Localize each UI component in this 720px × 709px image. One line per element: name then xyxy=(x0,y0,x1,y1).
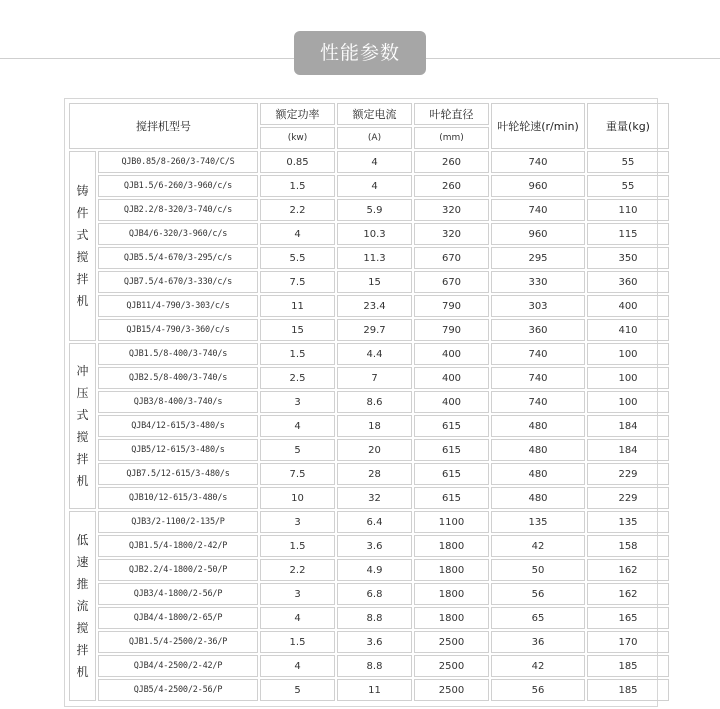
cell-speed: 36 xyxy=(491,631,585,653)
cell-weight: 184 xyxy=(587,415,669,437)
cell-diameter: 1800 xyxy=(414,583,489,605)
cell-weight: 360 xyxy=(587,271,669,293)
cell-speed: 50 xyxy=(491,559,585,581)
table-row xyxy=(69,175,669,197)
header-model: 搅拌机型号 xyxy=(69,103,258,149)
cell-weight: 229 xyxy=(587,487,669,509)
cell-weight: 410 xyxy=(587,319,669,341)
cell-current: 4 xyxy=(337,175,412,197)
cell-current: 8.8 xyxy=(337,607,412,629)
table-row xyxy=(69,223,669,245)
cell-current: 5.9 xyxy=(337,199,412,221)
group-label-char: 冲 xyxy=(76,364,89,378)
cell-current: 4 xyxy=(337,151,412,173)
cell-speed: 65 xyxy=(491,607,585,629)
cell-current: 28 xyxy=(337,463,412,485)
group-label-char: 拌 xyxy=(76,643,89,657)
group-label-char: 推 xyxy=(76,577,89,591)
cell-speed: 740 xyxy=(491,343,585,365)
cell-weight: 55 xyxy=(587,151,669,173)
cell-model: QJB1.5/4-2500/2-36/P xyxy=(98,631,258,653)
group-label-char: 拌 xyxy=(76,272,89,286)
group-label-char: 搅 xyxy=(76,621,89,635)
cell-speed: 480 xyxy=(491,439,585,461)
header-power: 额定功率 xyxy=(260,103,335,125)
cell-speed: 135 xyxy=(491,511,585,533)
cell-power: 1.5 xyxy=(260,175,335,197)
cell-diameter: 670 xyxy=(414,247,489,269)
cell-diameter: 790 xyxy=(414,295,489,317)
cell-weight: 229 xyxy=(587,463,669,485)
group-label-char: 流 xyxy=(76,599,89,613)
cell-current: 15 xyxy=(337,271,412,293)
table-row xyxy=(69,247,669,269)
cell-current: 23.4 xyxy=(337,295,412,317)
group-label-char: 搅 xyxy=(76,250,89,264)
cell-speed: 480 xyxy=(491,463,585,485)
cell-power: 5.5 xyxy=(260,247,335,269)
cell-model: QJB15/4-790/3-360/c/s xyxy=(98,319,258,341)
cell-diameter: 670 xyxy=(414,271,489,293)
cell-model: QJB3/2-1100/2-135/P xyxy=(98,511,258,533)
cell-power: 4 xyxy=(260,223,335,245)
cell-diameter: 320 xyxy=(414,223,489,245)
cell-current: 29.7 xyxy=(337,319,412,341)
group-label-char: 式 xyxy=(76,408,89,422)
table-row xyxy=(69,439,669,461)
cell-power: 7.5 xyxy=(260,463,335,485)
cell-power: 2.5 xyxy=(260,367,335,389)
cell-current: 3.6 xyxy=(337,631,412,653)
header-current: 额定电流 xyxy=(337,103,412,125)
cell-diameter: 615 xyxy=(414,463,489,485)
cell-power: 11 xyxy=(260,295,335,317)
table-row xyxy=(69,367,669,389)
table-body xyxy=(69,151,669,701)
cell-current: 4.9 xyxy=(337,559,412,581)
cell-power: 1.5 xyxy=(260,631,335,653)
table-header-row xyxy=(69,103,669,125)
cell-diameter: 2500 xyxy=(414,655,489,677)
cell-diameter: 1100 xyxy=(414,511,489,533)
table-row xyxy=(69,271,669,293)
cell-model: QJB3/4-1800/2-56/P xyxy=(98,583,258,605)
cell-current: 4.4 xyxy=(337,343,412,365)
cell-weight: 100 xyxy=(587,343,669,365)
header-current-unit: (A) xyxy=(337,127,412,149)
cell-diameter: 260 xyxy=(414,175,489,197)
cell-current: 7 xyxy=(337,367,412,389)
cell-speed: 740 xyxy=(491,367,585,389)
table-row xyxy=(69,415,669,437)
group-label-char: 拌 xyxy=(76,452,89,466)
cell-weight: 350 xyxy=(587,247,669,269)
cell-weight: 400 xyxy=(587,295,669,317)
cell-diameter: 320 xyxy=(414,199,489,221)
cell-speed: 960 xyxy=(491,175,585,197)
cell-model: QJB4/4-2500/2-42/P xyxy=(98,655,258,677)
table-row xyxy=(69,319,669,341)
group-label xyxy=(69,343,96,509)
cell-speed: 42 xyxy=(491,535,585,557)
group-label-char: 机 xyxy=(76,665,89,679)
cell-diameter: 615 xyxy=(414,415,489,437)
group-label-char: 压 xyxy=(76,386,89,400)
cell-speed: 360 xyxy=(491,319,585,341)
cell-weight: 162 xyxy=(587,583,669,605)
cell-speed: 480 xyxy=(491,415,585,437)
cell-diameter: 400 xyxy=(414,391,489,413)
cell-current: 11.3 xyxy=(337,247,412,269)
cell-diameter: 400 xyxy=(414,343,489,365)
cell-weight: 170 xyxy=(587,631,669,653)
cell-power: 5 xyxy=(260,679,335,701)
cell-power: 2.2 xyxy=(260,559,335,581)
table-row xyxy=(69,559,669,581)
cell-speed: 740 xyxy=(491,199,585,221)
group-label-char: 件 xyxy=(76,206,89,220)
table-row xyxy=(69,343,669,365)
cell-model: QJB4/4-1800/2-65/P xyxy=(98,607,258,629)
cell-power: 15 xyxy=(260,319,335,341)
cell-model: QJB4/12-615/3-480/s xyxy=(98,415,258,437)
cell-power: 3 xyxy=(260,583,335,605)
cell-model: QJB11/4-790/3-303/c/s xyxy=(98,295,258,317)
cell-current: 6.8 xyxy=(337,583,412,605)
cell-weight: 55 xyxy=(587,175,669,197)
cell-power: 4 xyxy=(260,655,335,677)
cell-diameter: 1800 xyxy=(414,607,489,629)
cell-weight: 185 xyxy=(587,655,669,677)
header-weight: 重量(kg) xyxy=(587,103,669,149)
cell-model: QJB5.5/4-670/3-295/c/s xyxy=(98,247,258,269)
cell-current: 32 xyxy=(337,487,412,509)
table-row xyxy=(69,655,669,677)
cell-weight: 115 xyxy=(587,223,669,245)
header-diameter: 叶轮直径 xyxy=(414,103,489,125)
cell-current: 18 xyxy=(337,415,412,437)
cell-model: QJB2.2/4-1800/2-50/P xyxy=(98,559,258,581)
cell-weight: 184 xyxy=(587,439,669,461)
cell-current: 11 xyxy=(337,679,412,701)
header-power-unit: (kw) xyxy=(260,127,335,149)
cell-power: 2.2 xyxy=(260,199,335,221)
group-label-char: 铸 xyxy=(76,184,89,198)
cell-model: QJB4/6-320/3-960/c/s xyxy=(98,223,258,245)
table-row xyxy=(69,151,669,173)
cell-power: 3 xyxy=(260,391,335,413)
cell-diameter: 790 xyxy=(414,319,489,341)
cell-current: 8.6 xyxy=(337,391,412,413)
cell-speed: 740 xyxy=(491,151,585,173)
table-row xyxy=(69,535,669,557)
cell-weight: 110 xyxy=(587,199,669,221)
performance-table xyxy=(67,101,671,703)
cell-weight: 165 xyxy=(587,607,669,629)
group-label-char: 低 xyxy=(76,533,89,547)
cell-current: 10.3 xyxy=(337,223,412,245)
cell-model: QJB10/12-615/3-480/s xyxy=(98,487,258,509)
cell-diameter: 400 xyxy=(414,367,489,389)
group-label-char: 式 xyxy=(76,228,89,242)
cell-speed: 960 xyxy=(491,223,585,245)
group-label-char: 搅 xyxy=(76,430,89,444)
cell-weight: 135 xyxy=(587,511,669,533)
cell-speed: 42 xyxy=(491,655,585,677)
cell-weight: 185 xyxy=(587,679,669,701)
cell-current: 6.4 xyxy=(337,511,412,533)
header-speed: 叶轮轮速(r/min) xyxy=(491,103,585,149)
cell-power: 1.5 xyxy=(260,343,335,365)
cell-diameter: 260 xyxy=(414,151,489,173)
group-label xyxy=(69,511,96,701)
table-row xyxy=(69,679,669,701)
table-row xyxy=(69,607,669,629)
cell-speed: 303 xyxy=(491,295,585,317)
cell-current: 20 xyxy=(337,439,412,461)
cell-model: QJB1.5/4-1800/2-42/P xyxy=(98,535,258,557)
group-label-char: 机 xyxy=(76,294,89,308)
group-label-char: 机 xyxy=(76,474,89,488)
cell-power: 5 xyxy=(260,439,335,461)
cell-model: QJB2.5/8-400/3-740/s xyxy=(98,367,258,389)
cell-model: QJB5/4-2500/2-56/P xyxy=(98,679,258,701)
table-row xyxy=(69,583,669,605)
cell-weight: 162 xyxy=(587,559,669,581)
cell-model: QJB5/12-615/3-480/s xyxy=(98,439,258,461)
cell-model: QJB7.5/12-615/3-480/s xyxy=(98,463,258,485)
cell-diameter: 2500 xyxy=(414,679,489,701)
cell-speed: 480 xyxy=(491,487,585,509)
cell-diameter: 2500 xyxy=(414,631,489,653)
cell-speed: 56 xyxy=(491,583,585,605)
cell-power: 7.5 xyxy=(260,271,335,293)
cell-model: QJB0.85/8-260/3-740/C/S xyxy=(98,151,258,173)
cell-power: 10 xyxy=(260,487,335,509)
cell-model: QJB1.5/6-260/3-960/c/s xyxy=(98,175,258,197)
cell-power: 3 xyxy=(260,511,335,533)
cell-power: 1.5 xyxy=(260,535,335,557)
cell-power: 4 xyxy=(260,415,335,437)
cell-current: 3.6 xyxy=(337,535,412,557)
cell-speed: 740 xyxy=(491,391,585,413)
cell-model: QJB7.5/4-670/3-330/c/s xyxy=(98,271,258,293)
cell-power: 0.85 xyxy=(260,151,335,173)
cell-model: QJB2.2/8-320/3-740/c/s xyxy=(98,199,258,221)
section-title-badge: 性能参数 xyxy=(294,31,426,75)
table-row xyxy=(69,199,669,221)
cell-diameter: 615 xyxy=(414,439,489,461)
header-diameter-unit: (mm) xyxy=(414,127,489,149)
cell-diameter: 1800 xyxy=(414,559,489,581)
table-row xyxy=(69,631,669,653)
group-label xyxy=(69,151,96,341)
table-row xyxy=(69,511,669,533)
cell-weight: 158 xyxy=(587,535,669,557)
cell-weight: 100 xyxy=(587,367,669,389)
cell-speed: 295 xyxy=(491,247,585,269)
cell-diameter: 615 xyxy=(414,487,489,509)
table-row xyxy=(69,295,669,317)
cell-current: 8.8 xyxy=(337,655,412,677)
cell-model: QJB1.5/8-400/3-740/s xyxy=(98,343,258,365)
table-row xyxy=(69,391,669,413)
cell-weight: 100 xyxy=(587,391,669,413)
cell-speed: 330 xyxy=(491,271,585,293)
cell-power: 4 xyxy=(260,607,335,629)
cell-diameter: 1800 xyxy=(414,535,489,557)
group-label-char: 速 xyxy=(76,555,89,569)
cell-model: QJB3/8-400/3-740/s xyxy=(98,391,258,413)
performance-table-frame xyxy=(64,98,658,707)
table-row xyxy=(69,463,669,485)
table-row xyxy=(69,487,669,509)
cell-speed: 56 xyxy=(491,679,585,701)
